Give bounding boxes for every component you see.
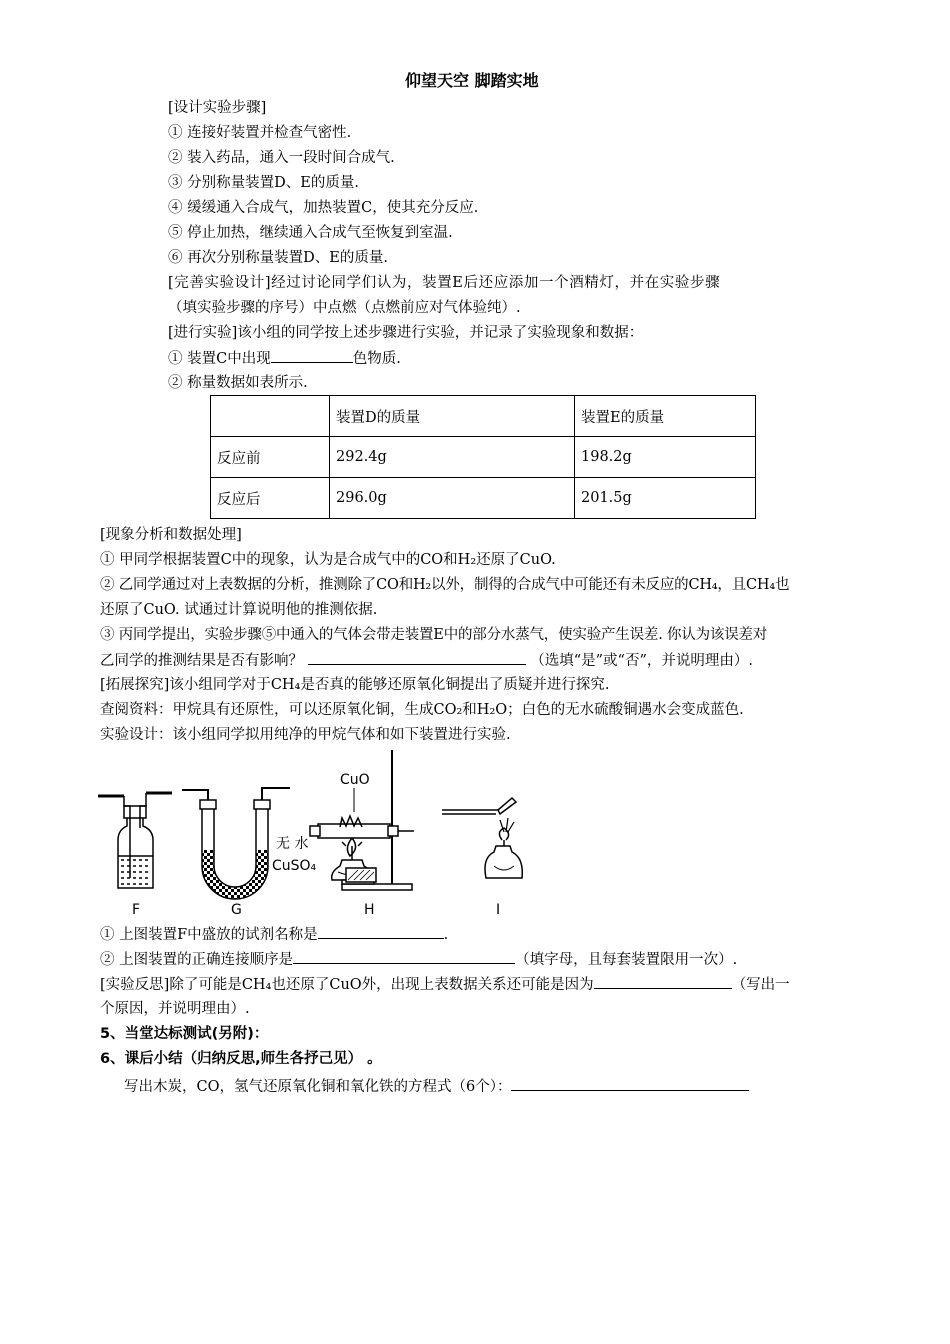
step-4: ④ 缓缓通入合成气，加热装置C，使其充分反应. [168, 200, 479, 216]
reflection-text: [实验反思]除了可能是CH₄也还原了CuO外，出现上表数据关系还可能是因为 [100, 977, 594, 993]
analysis-3-question: 乙同学的推测结果是否有影响？ [100, 653, 303, 669]
table-row [211, 478, 756, 519]
reflection-line2: 个原因，并说明理由）. [100, 1001, 250, 1017]
analysis-2-line1: ② 乙同学通过对上表数据的分析，推测除了CO和H₂以外，制得的合成气中可能还有未反应的CH₄，且CH₄也 [100, 577, 790, 593]
table-cell: 反应后 [211, 478, 330, 519]
lookup-info: 查阅资料：甲烷具有还原性，可以还原氧化铜，生成CO₂和H₂O；白色的无水硫酸铜遇水会变成蓝色. [100, 702, 744, 718]
page-title: 仰望天空 脚踏实地 [405, 71, 539, 90]
question-2-text: ② 上图装置的正确连接顺序是 [100, 952, 294, 968]
expand-explore: [拓展探究]该小组同学对于CH₄是否真的能够还原氧化铜提出了质疑并进行探究. [100, 677, 610, 693]
conduct-item-2: ② 称量数据如表所示. [168, 375, 308, 391]
anhydrous-label-line2: CuSO₄ [272, 858, 317, 874]
u-tube-g [182, 788, 290, 899]
summary-text: 写出木炭，CO，氢气还原氧化铜和氧化铁的方程式（6个）： [124, 1079, 512, 1095]
conduct-item-1-suffix: 色物质. [352, 351, 401, 367]
washing-bottle-f [98, 793, 172, 888]
apparatus-diagram [96, 748, 536, 920]
cuo-label: CuO [340, 772, 370, 788]
step-2: ② 装入药品，通入一段时间合成气. [168, 150, 395, 166]
improve-design-line1: [完善实验设计]经过讨论同学们认为，装置E后还应添加一个酒精灯，并在实验步骤 [168, 275, 721, 291]
question-1 [100, 922, 448, 948]
question-2-hint: （填字母，且每套装置限用一次）. [515, 952, 738, 968]
analysis-3-line2 [100, 648, 753, 674]
color-answer-blank[interactable] [271, 346, 353, 363]
label-f: F [132, 902, 141, 918]
table-header-cell: 装置D的质量 [330, 396, 575, 437]
question-1-suffix: . [443, 927, 449, 943]
experiment-design: 实验设计：该小组同学拟用纯净的甲烷气体和如下装置进行实验. [100, 727, 511, 743]
analysis-3-hint: （选填“是”或“否”，并说明理由）. [530, 653, 753, 669]
label-h: H [364, 902, 375, 918]
question-1-text: ① 上图装置F中盛放的试剂名称是 [100, 927, 318, 943]
step-6: ⑥ 再次分别称量装置D、E的质量. [168, 250, 388, 266]
table-header-row [211, 396, 756, 437]
table-header-cell [211, 396, 330, 437]
analysis-3-line1: ③ 丙同学提出，实验步骤⑤中通入的气体会带走装置E中的部分水蒸气，使实验产生误差. 你认为该误差对 [100, 627, 768, 643]
analysis-1: ① 甲同学根据装置C中的现象，认为是合成气中的CO和H₂还原了CuO. [100, 552, 556, 568]
influence-answer-blank[interactable] [308, 648, 526, 665]
conduct-item-1-text: ① 装置C中出现 [168, 351, 271, 367]
table-header-cell: 装置E的质量 [575, 396, 756, 437]
table-cell: 296.0g [330, 478, 575, 519]
table-cell: 198.2g [575, 437, 756, 478]
section-6-heading: 6、课后小结（归纳反思,师生各抒己见） 。 [100, 1051, 382, 1067]
equations-answer-blank[interactable] [511, 1074, 749, 1091]
section-5-heading: 5、当堂达标测试(另附)： [100, 1026, 269, 1042]
summary-line [124, 1074, 749, 1100]
conduct-item-1 [168, 346, 401, 372]
reflection-line1 [100, 972, 790, 998]
label-g: G [231, 902, 242, 918]
table-row [211, 437, 756, 478]
table-cell: 292.4g [330, 437, 575, 478]
anhydrous-label-line1: 无 水 [276, 836, 309, 852]
step-3: ③ 分别称量装置D、E的质量. [168, 175, 359, 191]
label-i: I [496, 902, 501, 918]
steps-heading: [设计实验步骤] [168, 100, 267, 116]
analysis-2-line2: 还原了CuO. 试通过计算说明他的推测依据. [100, 602, 378, 618]
reagent-answer-blank[interactable] [318, 922, 444, 939]
step-1: ① 连接好装置并检查气密性. [168, 125, 352, 141]
table-cell: 反应前 [211, 437, 330, 478]
alcohol-lamp-i [442, 798, 522, 878]
table-cell: 201.5g [575, 478, 756, 519]
order-answer-blank[interactable] [293, 947, 515, 964]
reflection-hint: （写出一 [731, 977, 790, 993]
question-2 [100, 947, 737, 973]
improve-design-line2: （填实验步骤的序号）中点燃（点燃前应对气体验纯）. [168, 300, 521, 316]
step-5: ⑤ 停止加热，继续通入合成气至恢复到室温. [168, 225, 453, 241]
reason-answer-blank[interactable] [594, 972, 732, 989]
mass-data-table [210, 395, 756, 519]
analysis-heading: [现象分析和数据处理] [100, 527, 242, 543]
conduct-experiment: [进行实验]该小组的同学按上述步骤进行实验，并记录了实验现象和数据： [168, 325, 644, 341]
